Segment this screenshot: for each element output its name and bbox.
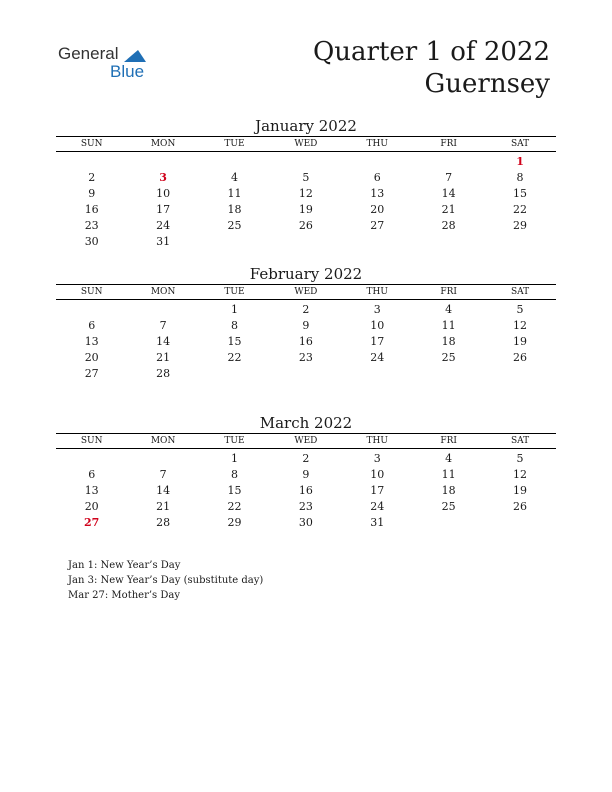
day-cell: 1 [516, 155, 524, 168]
day-cell: 10 [156, 187, 171, 200]
day-cell: 6 [373, 171, 381, 184]
empty-day-cell [199, 366, 270, 382]
day-cell: 8 [230, 468, 238, 481]
day-cell: 13 [84, 335, 99, 348]
header-bottom-rule [56, 448, 556, 449]
empty-day-cell [484, 234, 555, 250]
day-cell: 30 [298, 516, 313, 529]
weekday-label: SUN [80, 287, 103, 297]
day-cell: 18 [441, 484, 456, 497]
holiday-note: Jan 3: New Year’s Day (substitute day) [68, 575, 264, 586]
day-cell: 19 [513, 335, 528, 348]
week-row [56, 154, 556, 170]
month-block [56, 264, 556, 382]
day-cell: 27 [84, 516, 100, 529]
day-cell: 12 [513, 319, 528, 332]
day-cell: 29 [513, 219, 528, 232]
day-cell: 30 [84, 235, 99, 248]
weekday-label: SAT [510, 436, 530, 446]
day-cell: 22 [227, 500, 242, 513]
week-row [56, 234, 556, 250]
month-block [56, 413, 556, 531]
empty-day-cell [127, 451, 198, 467]
day-cell: 3 [159, 171, 167, 184]
day-cell: 15 [227, 484, 242, 497]
day-cell: 7 [445, 171, 453, 184]
logo-general-text: General [58, 44, 119, 63]
day-cell: 11 [441, 319, 456, 332]
week-row [56, 318, 556, 334]
weekday-header-row [56, 137, 556, 151]
day-cell: 23 [298, 500, 313, 513]
day-cell: 21 [441, 203, 456, 216]
day-cell: 16 [298, 484, 313, 497]
day-cell: 25 [227, 219, 242, 232]
holiday-note: Jan 1: New Year’s Day [68, 560, 181, 571]
day-cell: 18 [441, 335, 456, 348]
day-cell: 5 [516, 303, 524, 316]
week-row [56, 302, 556, 318]
weekday-label: SUN [80, 436, 103, 446]
empty-day-cell [270, 234, 341, 250]
header-bottom-rule [56, 299, 556, 300]
day-cell: 12 [513, 468, 528, 481]
week-row [56, 170, 556, 186]
page-title [313, 36, 550, 100]
week-row [56, 483, 556, 499]
day-cell: 28 [156, 367, 171, 380]
day-cell: 4 [445, 452, 453, 465]
day-cell: 15 [227, 335, 242, 348]
day-cell: 7 [159, 319, 167, 332]
week-row [56, 218, 556, 234]
day-cell: 10 [370, 468, 385, 481]
empty-day-cell [484, 366, 555, 382]
day-cell: 28 [156, 516, 171, 529]
day-cell: 15 [513, 187, 528, 200]
day-cell: 7 [159, 468, 167, 481]
day-cell: 11 [441, 468, 456, 481]
day-cell: 22 [227, 351, 242, 364]
day-cell: 27 [84, 367, 99, 380]
empty-day-cell [413, 515, 484, 531]
day-cell: 5 [516, 452, 524, 465]
day-cell: 4 [445, 303, 453, 316]
day-cell: 1 [230, 303, 238, 316]
week-row [56, 366, 556, 382]
day-cell: 21 [156, 500, 171, 513]
day-cell: 26 [513, 351, 528, 364]
weekday-label: THU [366, 287, 388, 297]
day-cell: 9 [302, 468, 310, 481]
day-cell: 6 [88, 468, 96, 481]
weekday-header-row [56, 434, 556, 448]
day-cell: 29 [227, 516, 242, 529]
empty-day-cell [342, 154, 413, 170]
day-cell: 14 [156, 484, 171, 497]
month-block [56, 116, 556, 250]
day-cell: 12 [298, 187, 313, 200]
day-cell: 9 [88, 187, 96, 200]
weekday-label: TUE [224, 139, 245, 149]
day-cell: 27 [370, 219, 385, 232]
week-row [56, 202, 556, 218]
weekday-label: FRI [440, 139, 457, 149]
weekday-label: SUN [80, 139, 103, 149]
holiday-notes [68, 558, 263, 603]
week-row [56, 334, 556, 350]
day-cell: 20 [84, 500, 99, 513]
weekday-label: THU [366, 139, 388, 149]
week-row [56, 467, 556, 483]
header-bottom-rule [56, 151, 556, 152]
weekday-label: WED [294, 139, 318, 149]
empty-day-cell [270, 366, 341, 382]
empty-day-cell [127, 302, 198, 318]
day-cell: 14 [156, 335, 171, 348]
day-cell: 2 [302, 303, 310, 316]
day-cell: 13 [84, 484, 99, 497]
weekday-label: MON [150, 139, 176, 149]
week-row [56, 350, 556, 366]
weekday-label: TUE [224, 436, 245, 446]
day-cell: 20 [370, 203, 385, 216]
weekday-label: WED [294, 287, 318, 297]
empty-day-cell [413, 366, 484, 382]
day-cell: 19 [298, 203, 313, 216]
day-grid [56, 451, 556, 531]
day-cell: 8 [516, 171, 524, 184]
day-cell: 26 [513, 500, 528, 513]
day-cell: 9 [302, 319, 310, 332]
empty-day-cell [342, 234, 413, 250]
day-cell: 5 [302, 171, 310, 184]
day-cell: 25 [441, 500, 456, 513]
day-cell: 2 [88, 171, 96, 184]
generalblue-logo [58, 44, 168, 80]
day-grid [56, 154, 556, 250]
weekday-label: SAT [510, 287, 530, 297]
empty-day-cell [127, 154, 198, 170]
day-cell: 23 [84, 219, 99, 232]
day-cell: 28 [441, 219, 456, 232]
day-cell: 10 [370, 319, 385, 332]
weekday-label: SAT [510, 139, 530, 149]
day-cell: 11 [227, 187, 242, 200]
empty-day-cell [270, 154, 341, 170]
day-cell: 22 [513, 203, 528, 216]
weekday-label: MON [150, 287, 176, 297]
day-cell: 23 [298, 351, 313, 364]
week-row [56, 186, 556, 202]
day-cell: 6 [88, 319, 96, 332]
day-cell: 24 [156, 219, 171, 232]
day-cell: 4 [230, 171, 238, 184]
weekday-label: MON [150, 436, 176, 446]
empty-day-cell [56, 451, 127, 467]
day-cell: 25 [441, 351, 456, 364]
empty-day-cell [199, 234, 270, 250]
empty-day-cell [56, 302, 127, 318]
day-cell: 3 [373, 303, 381, 316]
weekday-label: THU [366, 436, 388, 446]
day-cell: 16 [84, 203, 99, 216]
day-cell: 31 [370, 516, 385, 529]
month-title: March 2022 [259, 414, 353, 432]
day-cell: 14 [441, 187, 456, 200]
weekday-header-row [56, 285, 556, 299]
empty-day-cell [413, 234, 484, 250]
day-cell: 17 [370, 484, 385, 497]
weekday-label: FRI [440, 436, 457, 446]
day-cell: 13 [370, 187, 385, 200]
day-cell: 19 [513, 484, 528, 497]
title-country: Guernsey [424, 69, 550, 99]
day-cell: 16 [298, 335, 313, 348]
weekday-label: FRI [440, 287, 457, 297]
week-row [56, 499, 556, 515]
week-row [56, 515, 556, 531]
month-title: February 2022 [249, 265, 363, 283]
day-cell: 20 [84, 351, 99, 364]
day-cell: 21 [156, 351, 171, 364]
day-cell: 31 [156, 235, 171, 248]
day-grid [56, 302, 556, 382]
title-quarter: Quarter 1 of 2022 [312, 37, 550, 67]
day-cell: 17 [156, 203, 171, 216]
empty-day-cell [484, 515, 555, 531]
day-cell: 8 [230, 319, 238, 332]
weekday-label: TUE [224, 287, 245, 297]
day-cell: 24 [370, 351, 385, 364]
weekday-label: WED [294, 436, 318, 446]
week-row [56, 451, 556, 467]
day-cell: 18 [227, 203, 242, 216]
holiday-note: Mar 27: Mother’s Day [68, 590, 180, 601]
empty-day-cell [342, 366, 413, 382]
month-title: January 2022 [255, 117, 357, 135]
day-cell: 24 [370, 500, 385, 513]
day-cell: 3 [373, 452, 381, 465]
day-cell: 1 [230, 452, 238, 465]
empty-day-cell [413, 154, 484, 170]
empty-day-cell [199, 154, 270, 170]
logo-triangle-icon [124, 46, 146, 62]
day-cell: 26 [298, 219, 313, 232]
logo-blue-text: Blue [110, 62, 145, 81]
day-cell: 2 [302, 452, 310, 465]
day-cell: 17 [370, 335, 385, 348]
empty-day-cell [56, 154, 127, 170]
